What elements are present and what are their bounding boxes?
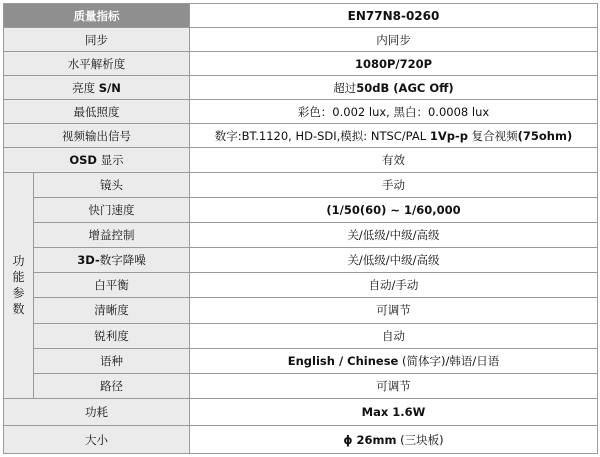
table-row — [4, 426, 598, 454]
table-row — [4, 323, 598, 348]
table-row — [4, 348, 598, 373]
row-value-osd: 有效 — [190, 148, 598, 172]
table-row — [4, 148, 598, 172]
row-label-video-output: 视频输出信号 — [4, 124, 190, 148]
row-value-lens: 手动 — [190, 172, 598, 197]
header-label: 质量指标 — [4, 4, 190, 28]
table-row — [4, 28, 598, 52]
table-row — [4, 222, 598, 247]
row-value-min-illumination: 彩色：0.002 lux, 黑白：0.0008 lux — [190, 100, 598, 124]
row-value-path: 可调节 — [190, 373, 598, 398]
row-label-osd: OSD 显示 — [4, 148, 190, 172]
row-label-min-illumination: 最低照度 — [4, 100, 190, 124]
row-value-white-balance: 自动/手动 — [190, 273, 598, 298]
table-row — [4, 197, 598, 222]
row-value-resolution: 1080P/720P — [190, 52, 598, 76]
row-value-power: Max 1.6W — [190, 399, 598, 426]
table-row — [4, 52, 598, 76]
row-value-size: ϕ 26mm (三块板) — [190, 426, 598, 454]
row-value-sync: 内同步 — [190, 28, 598, 52]
row-value-language: English / Chinese (简体字)/韩语/日语 — [190, 348, 598, 373]
row-label-sharpness: 锐利度 — [34, 323, 190, 348]
row-value-shutter: (1/50(60) ~ 1/60,000 — [190, 197, 598, 222]
row-label-shutter: 快门速度 — [34, 197, 190, 222]
row-label-resolution: 水平解析度 — [4, 52, 190, 76]
row-label-lens: 镜头 — [34, 172, 190, 197]
table-row — [4, 100, 598, 124]
header-row — [4, 4, 598, 28]
row-label-definition: 清晰度 — [34, 298, 190, 323]
table-row — [4, 248, 598, 273]
model-number: EN77N8-0260 — [190, 4, 598, 28]
row-label-white-balance: 白平衡 — [34, 273, 190, 298]
table-row — [4, 124, 598, 148]
table-row — [4, 373, 598, 398]
row-value-sharpness: 自动 — [190, 323, 598, 348]
row-value-snr: 超过50dB (AGC Off) — [190, 76, 598, 100]
row-label-size: 大小 — [4, 426, 190, 454]
row-label-power: 功耗 — [4, 399, 190, 426]
row-value-video-output: 数字:BT.1120, HD-SDI,模拟: NTSC/PAL 1Vp-p 复合视频(75ohm) — [190, 124, 598, 148]
row-label-sync: 同步 — [4, 28, 190, 52]
row-value-definition: 可调节 — [190, 298, 598, 323]
table-row — [4, 298, 598, 323]
row-label-snr: 亮度 S/N — [4, 76, 190, 100]
row-label-path: 路径 — [34, 373, 190, 398]
row-label-3d-dnr: 3D-数字降噪 — [34, 248, 190, 273]
spec-table — [3, 3, 598, 454]
row-label-gain: 增益控制 — [34, 222, 190, 247]
row-value-gain: 关/低级/中级/高级 — [190, 222, 598, 247]
table-row — [4, 273, 598, 298]
table-row — [4, 76, 598, 100]
row-value-3d-dnr: 关/低级/中级/高级 — [190, 248, 598, 273]
table-row — [4, 172, 598, 197]
table-row — [4, 399, 598, 426]
function-group-label: 功 能 参 数 — [4, 172, 34, 399]
row-label-language: 语种 — [34, 348, 190, 373]
